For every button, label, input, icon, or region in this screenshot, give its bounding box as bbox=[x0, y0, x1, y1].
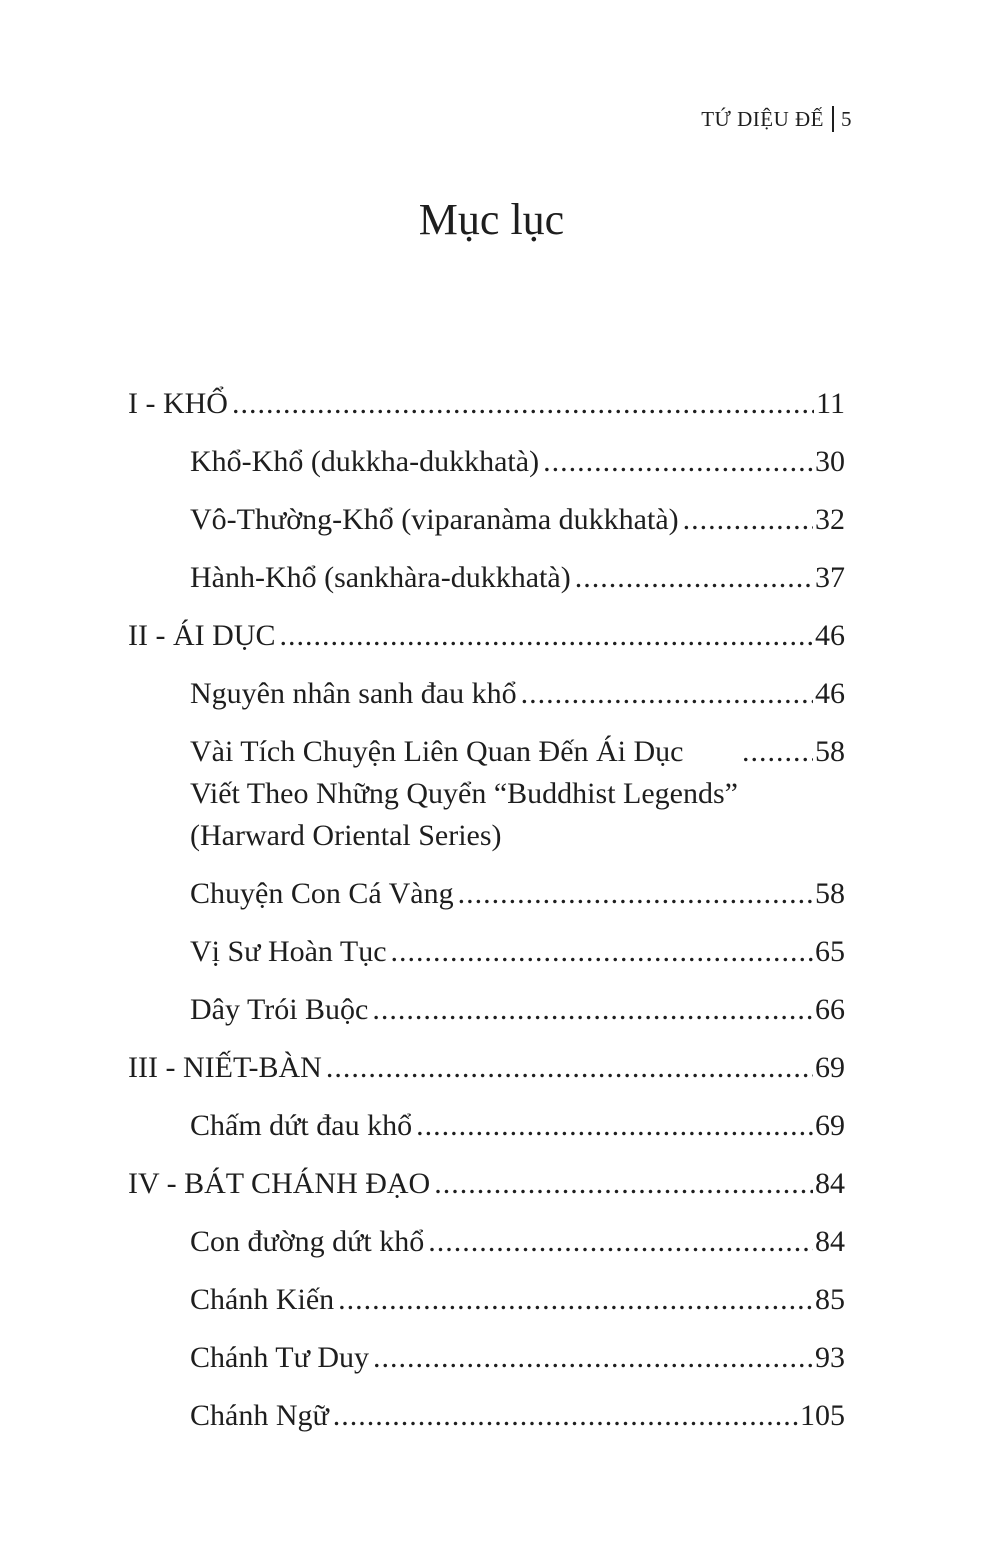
toc-entry-title: Chánh Tư Duy bbox=[190, 1341, 370, 1374]
toc-entry bbox=[128, 1047, 845, 1089]
toc-entry-title: Hành-Khổ (sankhàra-dukkhatà) bbox=[190, 561, 571, 594]
toc-entry-title-line: Vài Tích Chuyện Liên Quan Đến Ái Dục bbox=[190, 735, 684, 768]
dot-leader bbox=[458, 873, 813, 915]
dot-leader bbox=[742, 731, 813, 773]
dot-leader bbox=[279, 615, 813, 657]
toc-entry bbox=[128, 1163, 845, 1205]
toc-entry-page: 69 bbox=[815, 1051, 845, 1084]
toc-entry-page: 46 bbox=[815, 619, 845, 652]
dot-leader bbox=[428, 1221, 813, 1263]
toc-entry-title: II - ÁI DỤC bbox=[128, 619, 276, 652]
toc-entry bbox=[128, 383, 845, 425]
toc-entry-title: Chánh Ngữ bbox=[190, 1399, 329, 1432]
toc-entry-page: 84 bbox=[815, 1225, 845, 1258]
toc-entry bbox=[128, 441, 845, 483]
toc-entry-title: IV - BÁT CHÁNH ĐẠO bbox=[128, 1167, 431, 1200]
toc-entry bbox=[128, 1279, 845, 1321]
dot-leader bbox=[683, 499, 813, 541]
table-of-contents bbox=[128, 383, 845, 1453]
toc-entry bbox=[128, 615, 845, 657]
dot-leader bbox=[434, 1163, 813, 1205]
dot-leader bbox=[373, 1337, 813, 1379]
toc-entry-title: Chấm dứt đau khổ bbox=[190, 1109, 413, 1142]
dot-leader bbox=[575, 557, 813, 599]
toc-entry-title: Nguyên nhân sanh đau khổ bbox=[190, 677, 517, 710]
toc-entry-page: 58 bbox=[815, 877, 845, 910]
toc-entry-title: Chánh Kiến bbox=[190, 1283, 335, 1316]
dot-leader bbox=[543, 441, 813, 483]
toc-entry-title: Vị Sư Hoàn Tục bbox=[190, 935, 387, 968]
page-number: 5 bbox=[841, 106, 852, 131]
toc-entry-title-line: (Harward Oriental Series) bbox=[190, 819, 502, 852]
toc-entry-title bbox=[190, 731, 738, 857]
toc-entry-title: Khổ-Khổ (dukkha-dukkhatà) bbox=[190, 445, 540, 478]
toc-entry-title: Dây Trói Buộc bbox=[190, 993, 369, 1026]
running-header bbox=[701, 106, 852, 132]
toc-entry-page: 30 bbox=[815, 445, 845, 478]
toc-entry-page: 84 bbox=[815, 1167, 845, 1200]
toc-entry-title: Con đường dứt khổ bbox=[190, 1225, 425, 1258]
page-title: Mục lục bbox=[418, 195, 565, 244]
toc-entry-page: 93 bbox=[815, 1341, 845, 1374]
toc-entry-page: 11 bbox=[816, 387, 845, 420]
toc-entry bbox=[128, 989, 845, 1031]
toc-entry-page: 32 bbox=[815, 503, 845, 536]
dot-leader bbox=[372, 989, 813, 1031]
toc-entry bbox=[128, 673, 845, 715]
toc-entry-title: Chuyện Con Cá Vàng bbox=[190, 877, 454, 910]
dot-leader bbox=[338, 1279, 813, 1321]
toc-entry-title-line: Viết Theo Những Quyển “Buddhist Legends” bbox=[190, 777, 738, 810]
toc-entry bbox=[128, 1337, 845, 1379]
dot-leader bbox=[391, 931, 813, 973]
toc-entry-page: 58 bbox=[815, 735, 845, 768]
toc-entry-page: 69 bbox=[815, 1109, 845, 1142]
dot-leader bbox=[232, 383, 814, 425]
toc-entry bbox=[128, 557, 845, 599]
toc-entry-multiline bbox=[128, 731, 845, 857]
dot-leader bbox=[521, 673, 813, 715]
toc-entry-page: 66 bbox=[815, 993, 845, 1026]
toc-entry-title: Vô-Thường-Khổ (viparanàma dukkhatà) bbox=[190, 503, 679, 536]
dot-leader bbox=[416, 1105, 813, 1147]
dot-leader bbox=[333, 1395, 798, 1437]
dot-leader bbox=[326, 1047, 813, 1089]
toc-entry bbox=[128, 1395, 845, 1437]
toc-entry-page: 65 bbox=[815, 935, 845, 968]
toc-entry bbox=[128, 1221, 845, 1263]
toc-entry-page: 37 bbox=[815, 561, 845, 594]
toc-entry-page: 46 bbox=[815, 677, 845, 710]
toc-entry bbox=[128, 499, 845, 541]
header-divider bbox=[832, 106, 834, 132]
toc-entry bbox=[128, 931, 845, 973]
toc-entry-page: 105 bbox=[800, 1399, 845, 1432]
toc-entry bbox=[128, 873, 845, 915]
toc-entry-title: I - KHỔ bbox=[128, 387, 228, 420]
toc-entry bbox=[128, 1105, 845, 1147]
toc-entry-page: 85 bbox=[815, 1283, 845, 1316]
running-title: TỨ DIỆU ĐẾ bbox=[701, 106, 824, 131]
toc-entry-title: III - NIẾT-BÀN bbox=[128, 1051, 322, 1084]
